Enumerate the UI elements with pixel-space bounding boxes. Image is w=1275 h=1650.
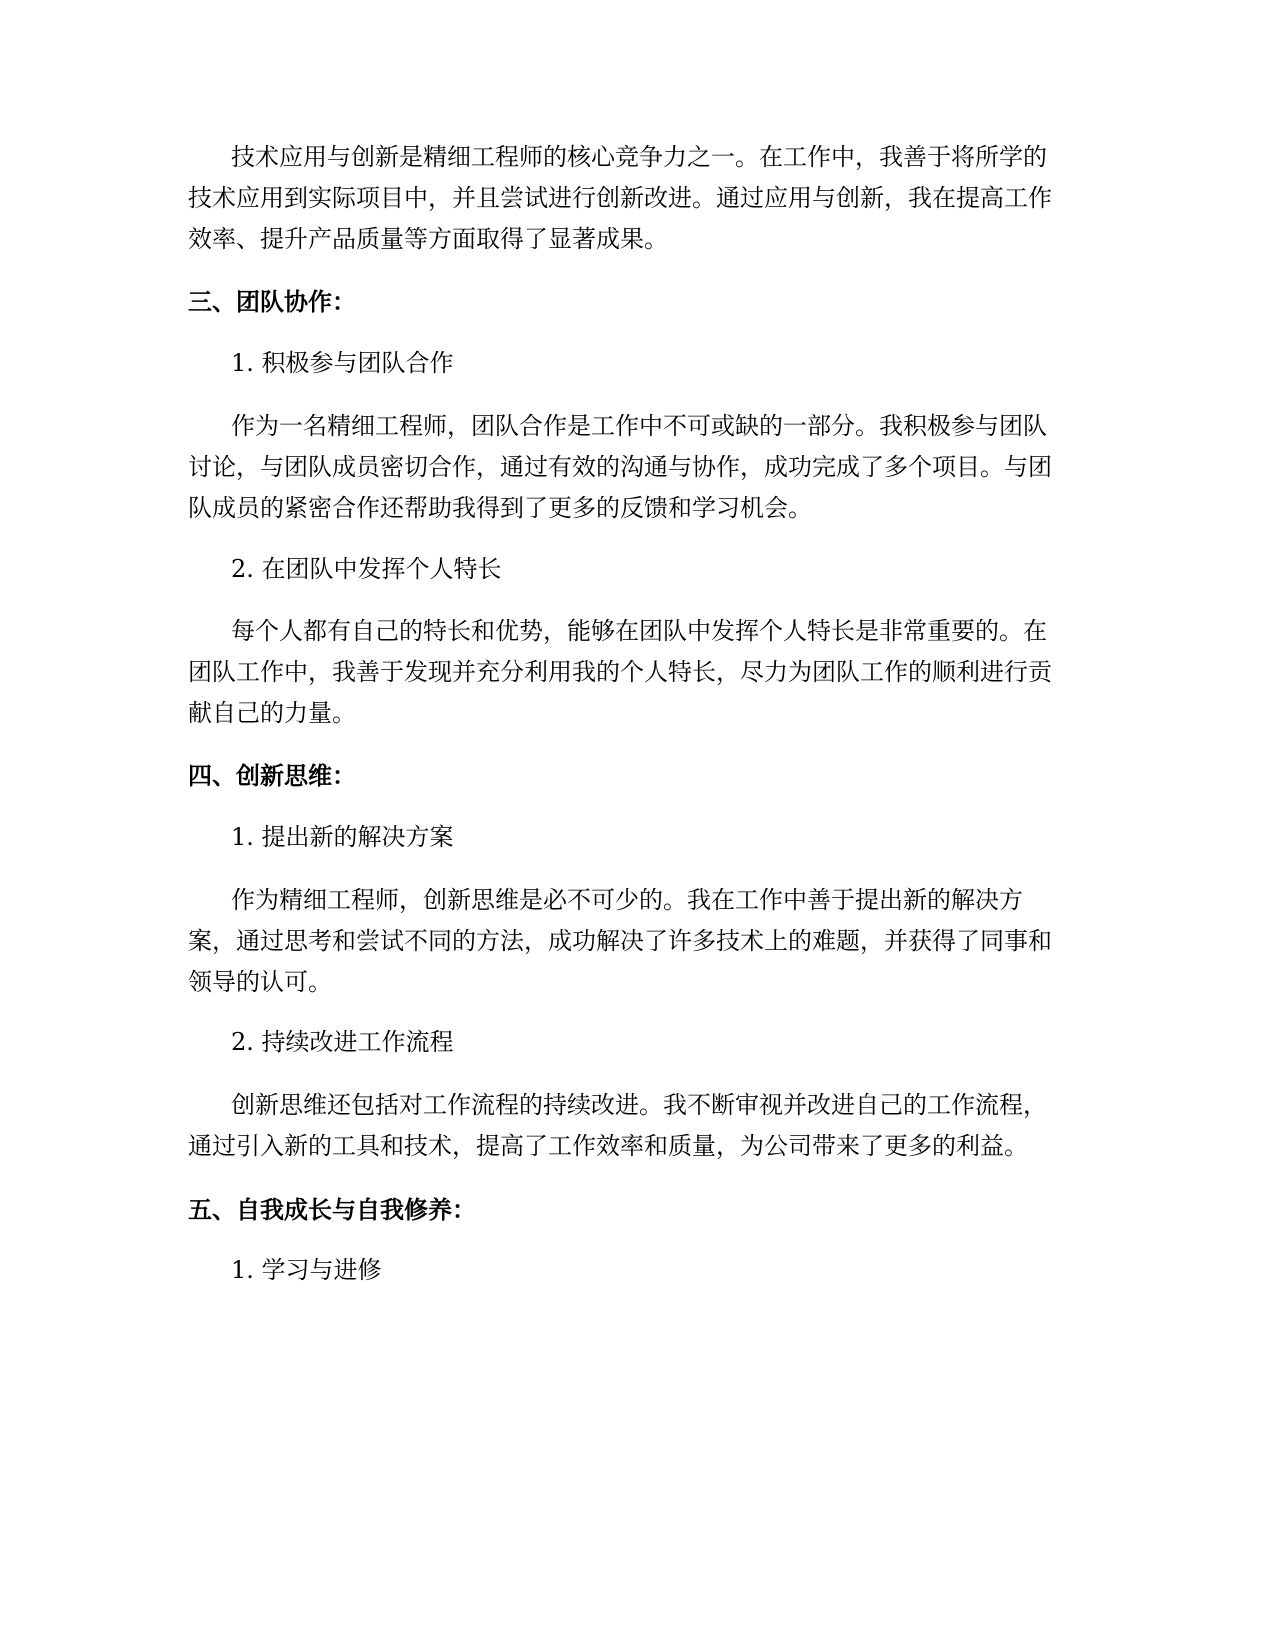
section-heading-4: 四、创新思维：	[188, 762, 356, 790]
subheading-3-1: 1. 积极参与团队合作	[231, 349, 454, 377]
paragraph-line: 作为精细工程师，创新思维是必不可少的。我在工作中善于提出新的解决方	[231, 886, 1023, 914]
paragraph-line: 献自己的力量。	[188, 699, 356, 727]
paragraph-line: 队成员的紧密合作还帮助我得到了更多的反馈和学习机会。	[188, 494, 812, 522]
section-heading-3: 三、团队协作：	[188, 288, 356, 316]
paragraph-line: 团队工作中，我善于发现并充分利用我的个人特长，尽力为团队工作的顺利进行贡	[188, 658, 1052, 686]
paragraph-line: 创新思维还包括对工作流程的持续改进。我不断审视并改进自己的工作流程，	[231, 1091, 1047, 1119]
paragraph-line: 技术应用到实际项目中，并且尝试进行创新改进。通过应用与创新，我在提高工作	[188, 184, 1052, 212]
paragraph-line: 技术应用与创新是精细工程师的核心竞争力之一。在工作中，我善于将所学的	[231, 143, 1047, 171]
section-heading-5: 五、自我成长与自我修养：	[188, 1196, 476, 1224]
subheading-3-2: 2. 在团队中发挥个人特长	[231, 555, 502, 583]
paragraph-line: 领导的认可。	[188, 968, 332, 996]
paragraph-line: 通过引入新的工具和技术，提高了工作效率和质量，为公司带来了更多的利益。	[188, 1132, 1028, 1160]
paragraph-line: 讨论，与团队成员密切合作，通过有效的沟通与协作，成功完成了多个项目。与团	[188, 453, 1052, 481]
subheading-5-1: 1. 学习与进修	[231, 1256, 382, 1284]
paragraph-line: 效率、提升产品质量等方面取得了显著成果。	[188, 225, 668, 253]
subheading-4-2: 2. 持续改进工作流程	[231, 1028, 454, 1056]
paragraph-line: 每个人都有自己的特长和优势，能够在团队中发挥个人特长是非常重要的。在	[231, 617, 1047, 645]
paragraph-line: 作为一名精细工程师，团队合作是工作中不可或缺的一部分。我积极参与团队	[231, 412, 1047, 440]
subheading-4-1: 1. 提出新的解决方案	[231, 823, 454, 851]
paragraph-line: 案，通过思考和尝试不同的方法，成功解决了许多技术上的难题，并获得了同事和	[188, 927, 1052, 955]
